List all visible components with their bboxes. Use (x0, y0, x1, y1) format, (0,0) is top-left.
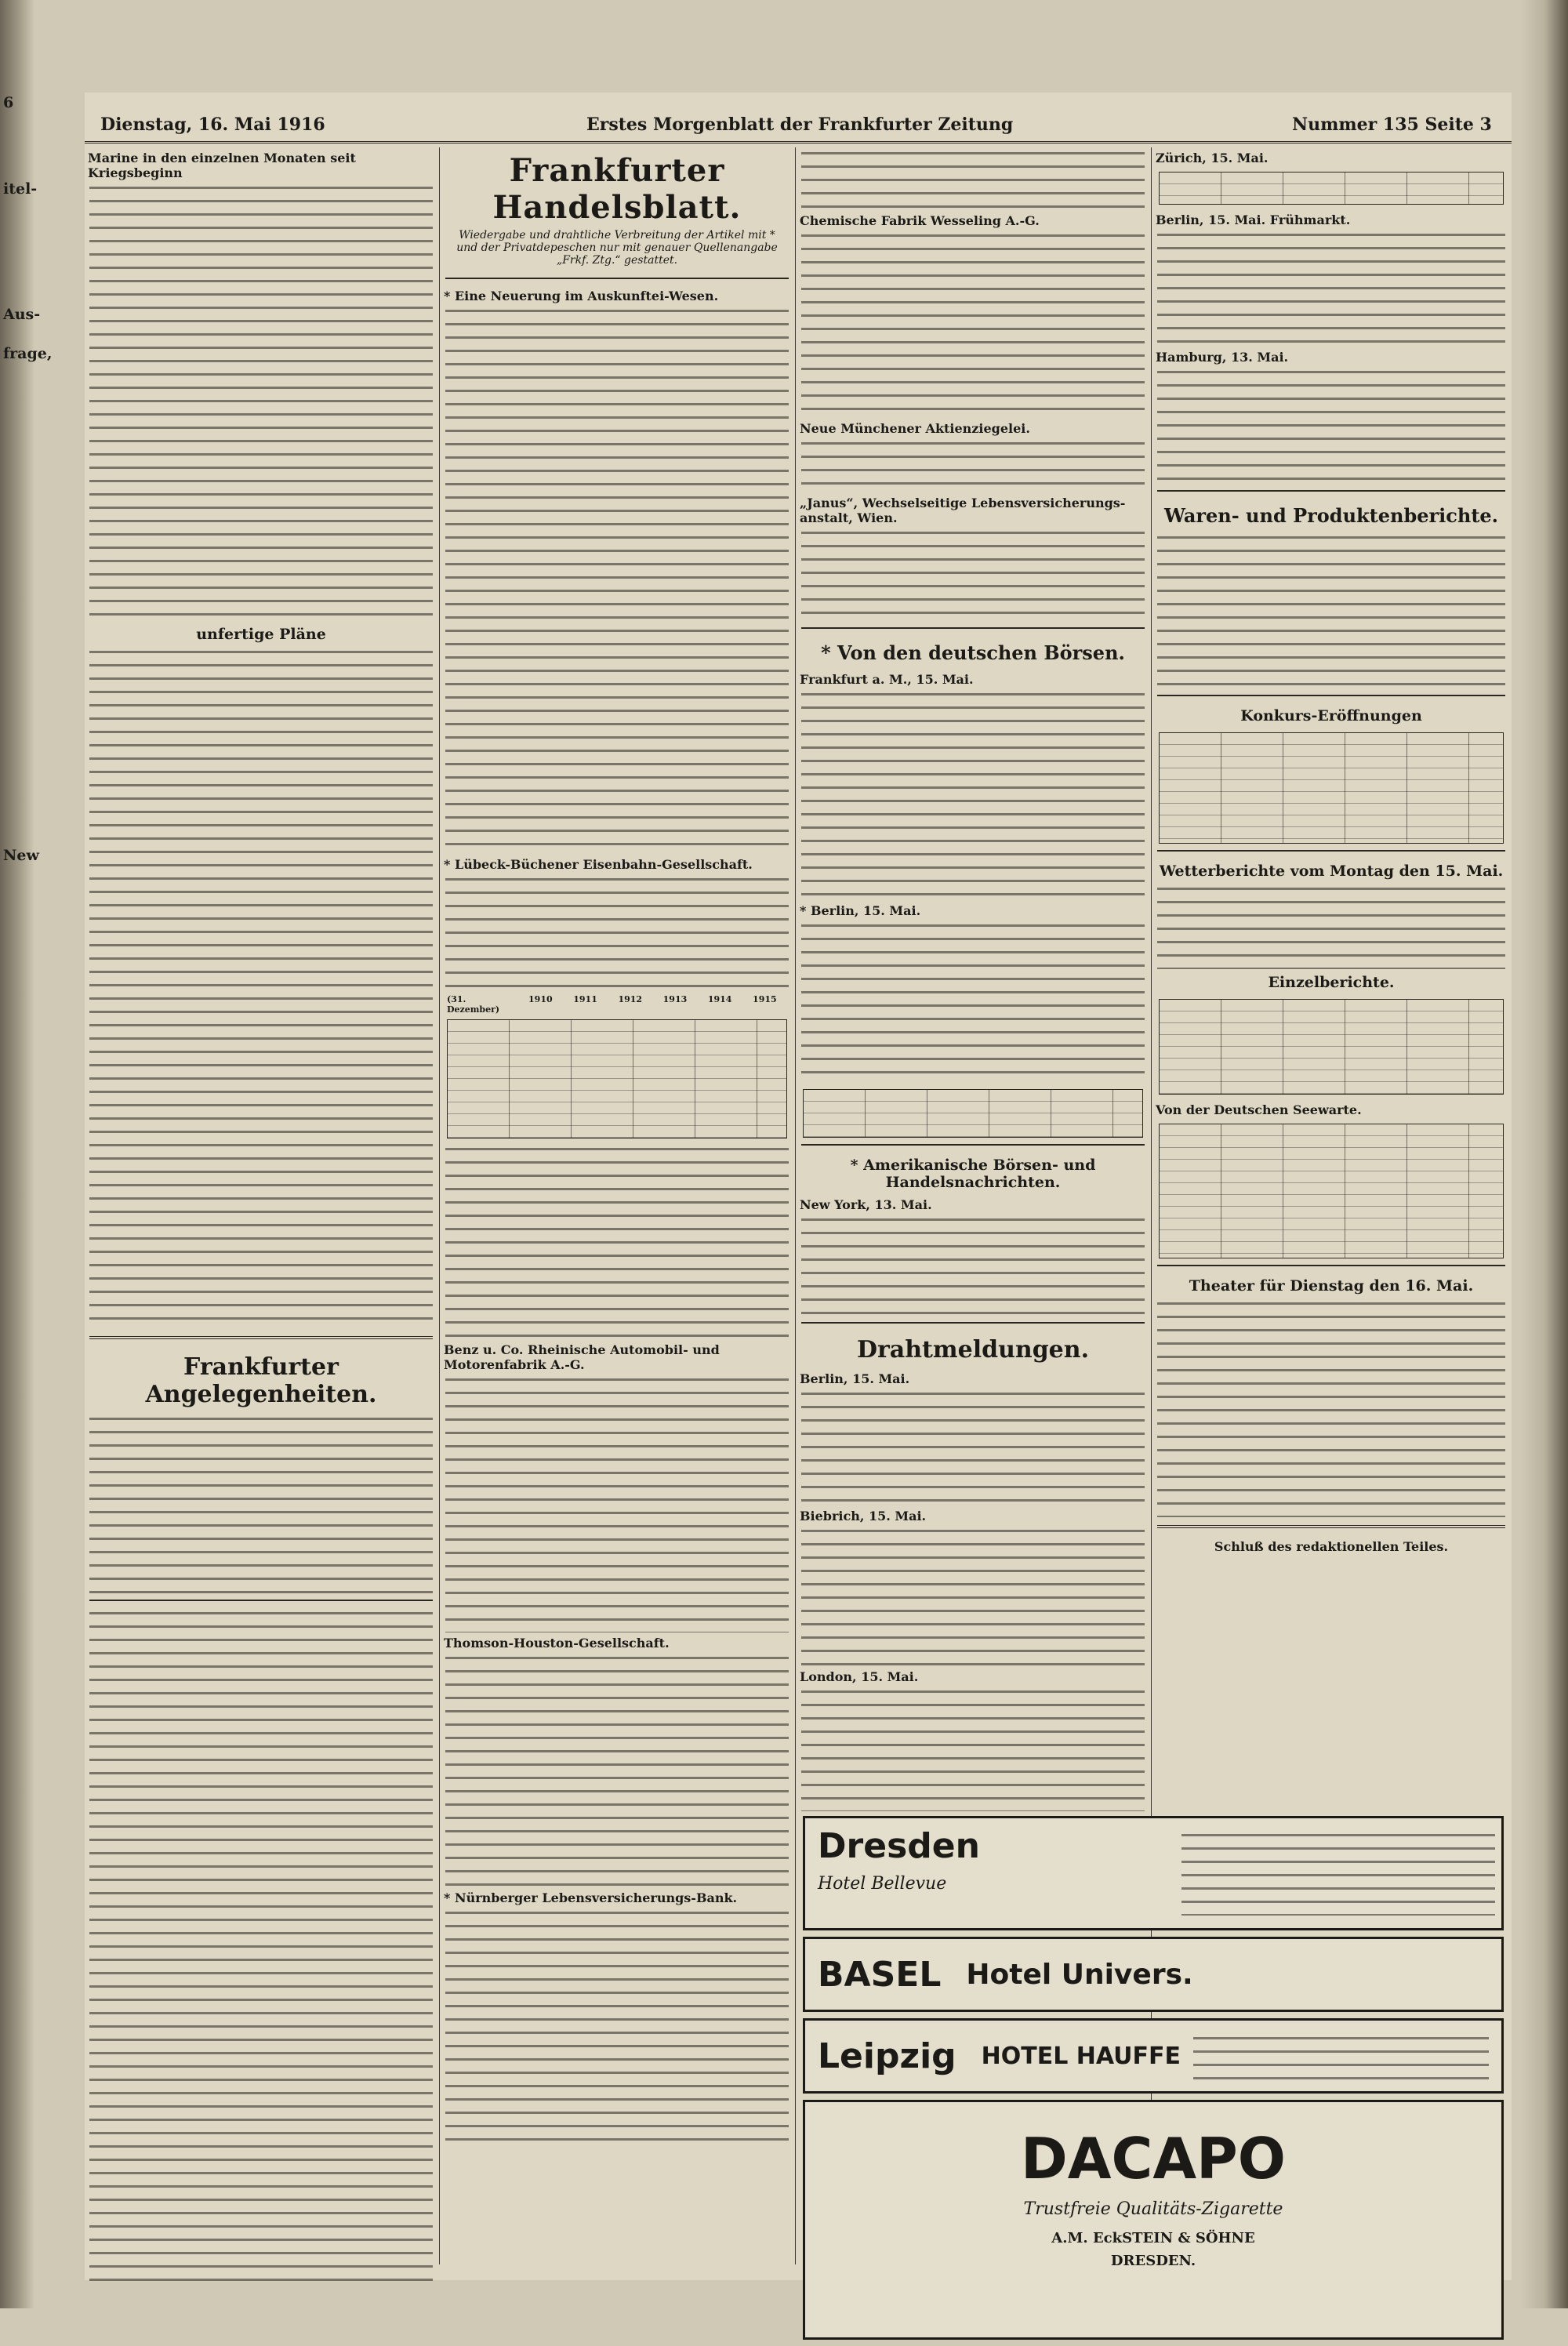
table-header-cell: 1915 (753, 994, 777, 1004)
article-text (445, 305, 789, 854)
table-header-cell: 1910 (528, 994, 553, 1004)
section-title-drahtmeldungen: Drahtmeldungen. (856, 1336, 1090, 1364)
article-text (445, 873, 789, 991)
article-heading: * Berlin, 15. Mai. (800, 903, 921, 918)
binding-edge-right (1521, 0, 1568, 2308)
article-text (801, 230, 1145, 418)
ad-brand: BASEL (818, 1954, 942, 1995)
article-text (89, 1607, 433, 2282)
article-heading: * Lübeck-Büchener Eisenbahn-Gesellschaft. (444, 857, 753, 872)
section-title-konkurs: Konkurs-Eröffnungen (1240, 707, 1422, 724)
seewarte-table (1159, 1124, 1504, 1258)
article-text (1157, 532, 1505, 688)
column-2 (441, 147, 793, 2264)
section-title-frankfurter-angelegenheiten: Frankfurter Angelegenheiten. (145, 1353, 377, 1408)
article-heading: Thomson-Houston-Gesellschaft. (444, 1636, 670, 1651)
section-title-boersen: * Von den deutschen Börsen. (821, 641, 1125, 664)
article-heading: Frankfurt a. M., 15. Mai. (800, 672, 974, 687)
ad-brand: Leipzig (818, 2036, 956, 2076)
divider (1157, 695, 1505, 696)
table-header-cell: (31. Dezember) (447, 994, 500, 1015)
subheading: unfertige Pläne (196, 626, 326, 643)
table-header-cell: 1913 (662, 994, 688, 1004)
article-text (445, 1143, 789, 1339)
ad-dresden-hotel (803, 1816, 1504, 1930)
article-text (801, 147, 1145, 210)
margin-fragment: frage, (3, 345, 53, 362)
article-heading: Hamburg, 13. Mai. (1156, 350, 1289, 365)
article-heading: * Eine Neuerung im Auskunftei-Wesen. (444, 289, 719, 303)
header-edition: Erstes Morgenblatt der Frankfurter Zeitung (586, 114, 1014, 135)
article-heading: Neue Münchener Aktienziegelei. (800, 421, 1030, 436)
article-text (445, 1374, 789, 1632)
table-header-cell: 1911 (573, 994, 597, 1004)
divider (445, 278, 789, 279)
section-title-handelsblatt: Frankfurter Handelsblatt. (492, 152, 742, 226)
konkurs-table (1159, 732, 1504, 844)
section-title-wetter: Wetterberichte vom Montag den 15. Mai. (1159, 862, 1504, 880)
ad-subtitle: Hotel Univers. (966, 1958, 1193, 1991)
exchange-rate-table (803, 1089, 1143, 1138)
ad-brand: DACAPO (1020, 2126, 1287, 2192)
article-heading: Benz u. Co. Rheinische Automobil- und Motorenfabrik A.-G. (444, 1342, 720, 1372)
ad-city: DRESDEN. (1110, 2253, 1196, 2269)
article-heading: „Janus“, Wechselseitige Lebensversicherungs-anstalt, Wien. (800, 496, 1126, 525)
ad-dacapo-cigarettes (803, 2100, 1504, 2340)
header-page-number: Nummer 135 Seite 3 (1292, 114, 1492, 135)
section-title-theater: Theater für Dienstag den 16. Mai. (1189, 1277, 1474, 1295)
column-rule (795, 147, 796, 2264)
ad-subtitle: HOTEL HAUFFE (981, 2042, 1181, 2070)
newspaper-page (85, 93, 1512, 2280)
article-text (89, 646, 433, 1328)
article-heading: Chemische Fabrik Wesseling A.-G. (800, 213, 1040, 228)
divider (89, 1600, 433, 1601)
ad-subtitle: Hotel Bellevue (818, 1874, 947, 1894)
advertisement-area (797, 1810, 1510, 2346)
ad-leipzig-hotel (803, 2018, 1504, 2094)
margin-fragment: Aus- (3, 306, 41, 323)
article-text (1157, 883, 1505, 969)
divider (801, 627, 1145, 629)
table-header (447, 994, 787, 1015)
margin-fragment: itel- (3, 180, 38, 198)
article-text (1157, 366, 1505, 484)
divider (1157, 490, 1505, 492)
article-text (801, 1214, 1145, 1316)
section-subtitle: Wiedergabe und drahtliche Verbreitung der Artikel mit * und der Privatdepeschen nur mit genauer Quellenangabe „Frkf. Ztg.“ gestattet. (456, 229, 778, 267)
column-1-opening-phrase: Marine in den einzelnen Monaten seit Kriegsbeginn (88, 151, 356, 180)
divider (1157, 850, 1505, 852)
subheading-seewarte: Von der Deutschen Seewarte. (1156, 1102, 1362, 1117)
ad-tagline: Trustfreie Qualitäts-Zigarette (1023, 2199, 1283, 2219)
divider (801, 1144, 1145, 1146)
divider (801, 1322, 1145, 1324)
article-heading: London, 15. Mai. (800, 1669, 919, 1684)
article-text (1157, 1298, 1505, 1517)
table-header-cell: 1912 (618, 994, 643, 1004)
column-rule (439, 147, 440, 2264)
header-date: Dienstag, 16. Mai 1916 (100, 114, 325, 135)
article-text (801, 920, 1145, 1084)
article-text (801, 1686, 1145, 1811)
table-header-cell: 1914 (707, 994, 732, 1004)
article-text (801, 438, 1145, 492)
article-heading: Zürich, 15. Mai. (1156, 151, 1269, 165)
divider (1157, 1265, 1505, 1266)
article-text (801, 527, 1145, 621)
divider (1157, 1525, 1505, 1528)
article-text (1157, 229, 1505, 347)
article-text (445, 1652, 789, 1887)
section-title-amerika: * Amerikanische Börsen- und Handelsnachrichten. (850, 1157, 1096, 1191)
article-text (801, 1388, 1145, 1505)
column-1 (85, 147, 437, 2264)
margin-fragment: 6 (3, 94, 14, 111)
article-heading: Berlin, 15. Mai. (800, 1371, 910, 1386)
ad-text (1181, 1829, 1495, 1916)
article-heading: * Nürnberger Lebensversicherungs-Bank. (444, 1890, 738, 1905)
ad-brand: Dresden (818, 1826, 980, 1866)
article-heading: New York, 13. Mai. (800, 1197, 932, 1212)
article-text (89, 182, 433, 621)
article-heading: Biebrich, 15. Mai. (800, 1509, 927, 1523)
article-text (89, 1413, 433, 1593)
ad-basel-hotel (803, 1937, 1504, 2012)
end-of-editorial-notice: Schluß des redaktionellen Teiles. (1214, 1539, 1449, 1554)
weather-table (1159, 999, 1504, 1095)
margin-fragment: New (3, 847, 39, 864)
article-text (445, 1907, 789, 2142)
statistics-table (447, 1019, 787, 1138)
article-text (801, 688, 1145, 900)
article-heading: Berlin, 15. Mai. Frühmarkt. (1156, 212, 1351, 227)
ad-maker: A.M. EckSTEIN & SÖHNE (1051, 2230, 1255, 2246)
divider (89, 1336, 433, 1339)
article-text (801, 1525, 1145, 1666)
ad-text (1193, 2032, 1489, 2079)
section-title-waren: Waren- und Produktenberichte. (1163, 504, 1499, 527)
page-header (85, 110, 1512, 143)
exchange-rate-table (1159, 172, 1504, 205)
subheading-einzelberichte: Einzelberichte. (1268, 974, 1395, 991)
